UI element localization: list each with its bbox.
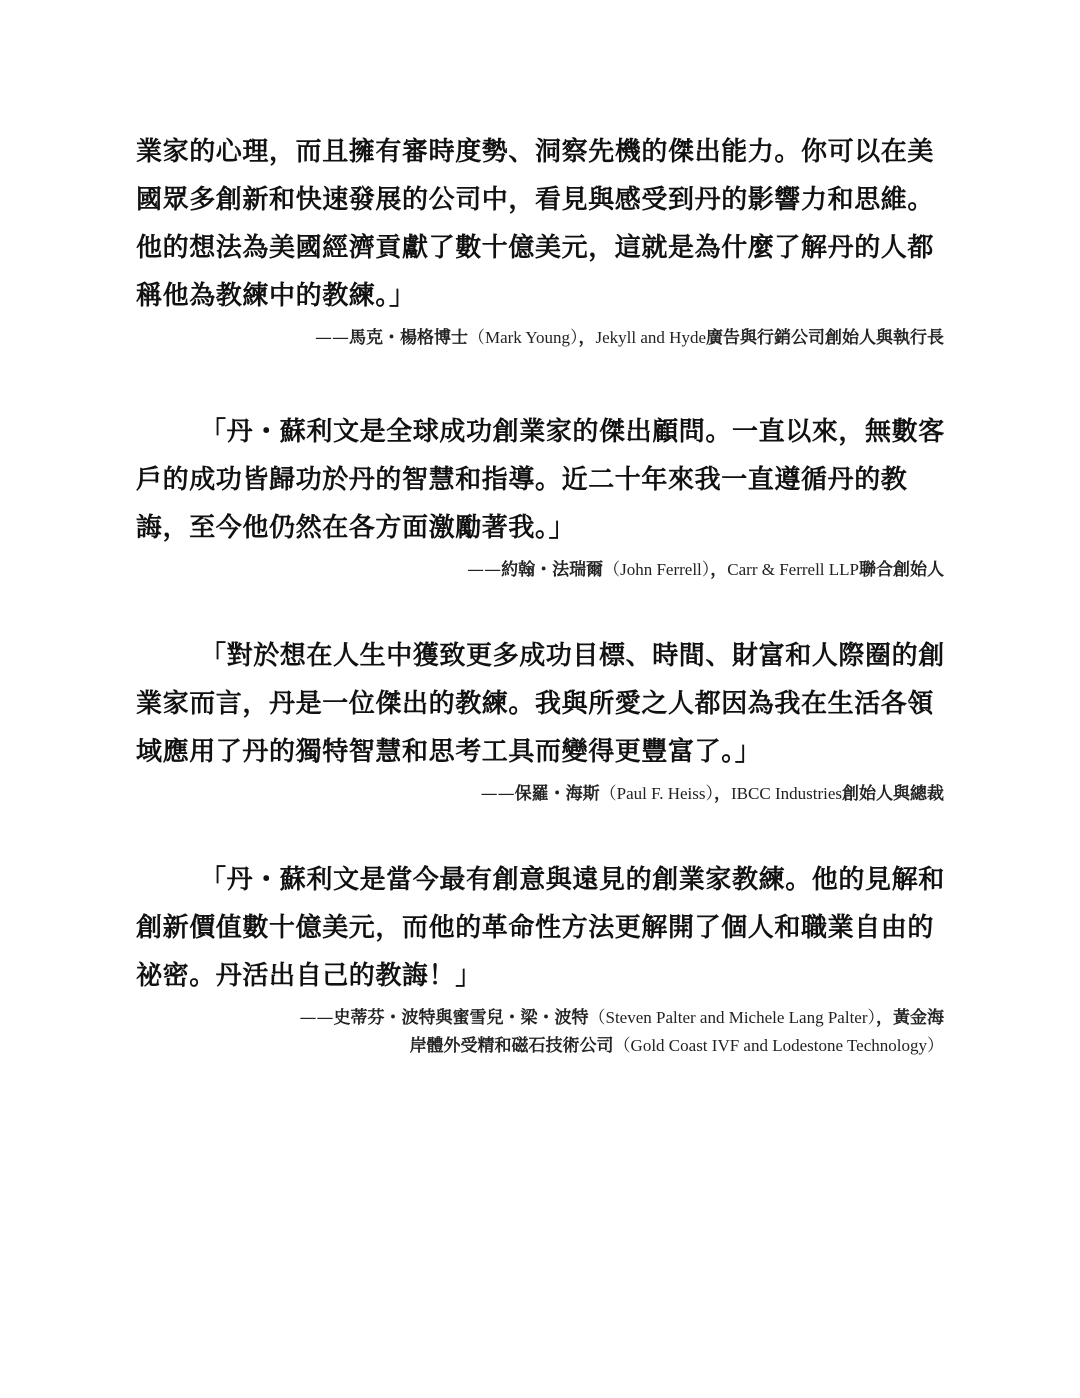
attribution-dash: —— (467, 560, 502, 580)
attribution-name-latin: （John Ferrell） (603, 560, 711, 579)
attribution (136, 556, 944, 584)
testimonial-steven-palter (136, 856, 944, 1060)
attribution (136, 1004, 944, 1060)
attribution-org: 聯合創始人 (859, 560, 944, 580)
quote-text (136, 632, 944, 776)
quote-line: 業家而言，丹是一位傑出的教練。我與所愛之人都因為我在生活各領 (136, 689, 935, 719)
attribution-dash: —— (314, 328, 349, 348)
attribution-org-part-1: 黃金海 (893, 1008, 944, 1028)
testimonial-mark-young (136, 128, 944, 352)
quote-text (136, 128, 944, 320)
quote-line: 業家的心理，而且擁有審時度勢、洞察先機的傑出能力。你可以在美 (136, 137, 935, 167)
quote-text (136, 856, 944, 1000)
attribution-org-latin: IBCC Industries (731, 784, 842, 803)
attribution-name: 史蒂芬・波特與蜜雪兒・梁・波特 (333, 1008, 589, 1028)
attribution-org: 創始人與總裁 (842, 784, 944, 804)
attribution-org-part-2: 岸體外受精和磁石技術公司 (409, 1036, 614, 1056)
attribution-separator: ， (876, 1008, 893, 1028)
testimonial-john-ferrell (136, 408, 944, 584)
attribution-dash: —— (299, 1008, 334, 1028)
quote-text (136, 408, 944, 552)
attribution-org: 廣告與行銷公司創始人與執行長 (706, 328, 944, 348)
quote-line: 祕密。丹活出自己的教誨！」 (136, 961, 482, 991)
quote-line: 域應用了丹的獨特智慧和思考工具而變得更豐富了。」 (136, 737, 762, 767)
document-page (136, 128, 944, 1060)
attribution-line-2 (136, 1032, 944, 1060)
attribution-dash: —— (480, 784, 515, 804)
quote-line: 創新價值數十億美元，而他的革命性方法更解開了個人和職業自由的 (136, 913, 935, 943)
quote-line: 他的想法為美國經濟貢獻了數十億美元，這就是為什麼了解丹的人都 (136, 233, 935, 263)
quote-line: 「丹・蘇利文是當今最有創意與遠見的創業家教練。他的見解和 (200, 865, 945, 895)
attribution-name: 保羅・海斯 (514, 784, 600, 804)
attribution-name-latin: （Mark Young） (467, 328, 579, 347)
quote-line: 「對於想在人生中獲致更多成功目標、時間、財富和人際圈的創 (200, 641, 945, 671)
attribution (136, 324, 944, 352)
attribution-org-latin: Carr & Ferrell LLP (727, 560, 859, 579)
attribution-org-latin: Jekyll and Hyde (595, 328, 706, 347)
quote-line: 國眾多創新和快速發展的公司中，看見與感受到丹的影響力和思維。 (136, 185, 935, 215)
attribution-org-latin: （Gold Coast IVF and Lodestone Technology） (613, 1036, 944, 1055)
attribution-name: 馬克・楊格博士 (348, 328, 468, 348)
attribution-line-1 (136, 1004, 944, 1032)
attribution (136, 780, 944, 808)
quote-line: 「丹・蘇利文是全球成功創業家的傑出顧問。一直以來，無數客 (200, 417, 945, 447)
attribution-separator: ， (714, 784, 732, 804)
quote-line: 誨，至今他仍然在各方面激勵著我。」 (136, 513, 576, 543)
attribution-name-latin: （Paul F. Heiss） (599, 784, 715, 803)
attribution-name-latin: （Steven Palter and Michele Lang Palter） (588, 1008, 876, 1027)
attribution-name: 約翰・法瑞爾 (501, 560, 604, 580)
quote-line: 戶的成功皆歸功於丹的智慧和指導。近二十年來我一直遵循丹的教 (136, 465, 908, 495)
testimonial-paul-heiss (136, 632, 944, 808)
quote-line: 稱他為教練中的教練。」 (136, 281, 416, 311)
attribution-separator: ， (578, 328, 596, 348)
attribution-separator: ， (710, 560, 728, 580)
